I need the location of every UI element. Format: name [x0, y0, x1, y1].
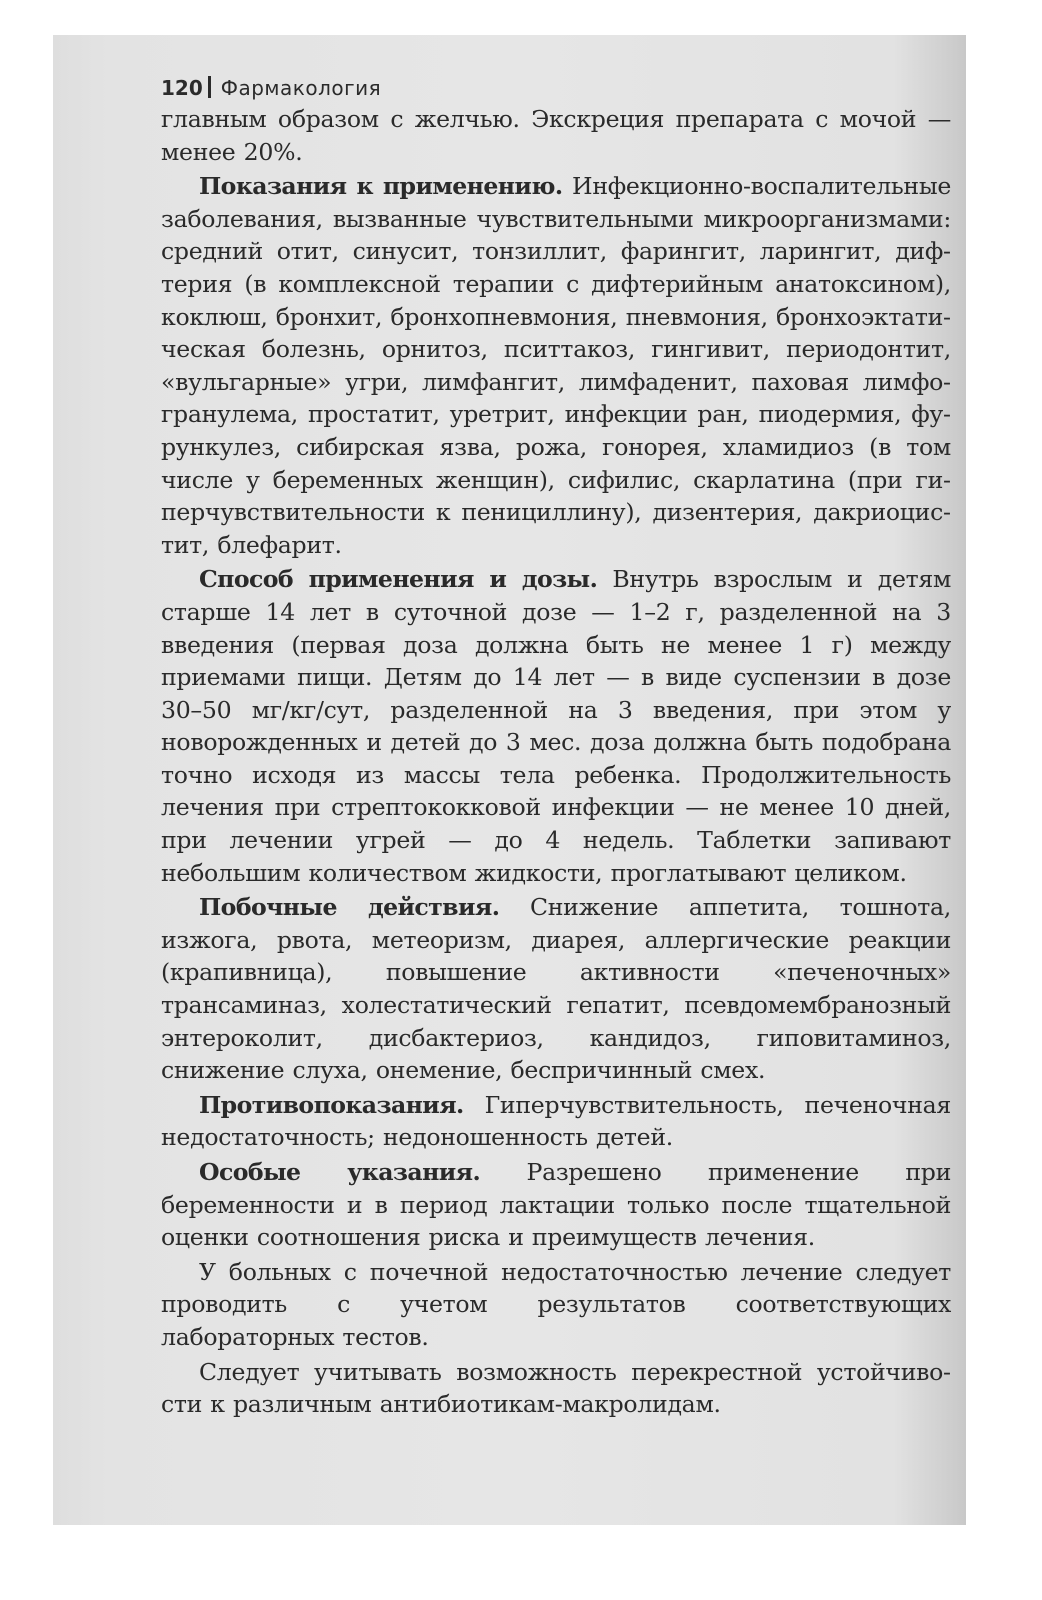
paragraph-side-effects — [161, 891, 951, 1087]
paragraph-text: Внутрь взрослым и детям старше 14 лет в суточной дозе — 1–2 г, разделенной на 3 введения (первая доза должна быть не менее 1 г) между приемами пищи. Детям до 14 лет — в виде суспензии в дозе 30–50 мг/кг/сут, разделенной на 3 введения, при этом у новорожденных и детей до 3 мес. доза должна быть подобрана точно исходя из массы тела ребенка. Продолжительность лечения при стрептококковой инфекции — не менее 10 дней, при лечении угрей — до 4 недель. Таблетки запивают небольшим количеством жидкости, проглатывают целиком. — [161, 565, 952, 887]
page-content — [161, 73, 951, 1421]
section-term: Показания к применению. — [199, 172, 563, 201]
paragraph-contraindications — [161, 1089, 951, 1154]
body-text — [161, 103, 951, 1421]
paragraph-cross-resistance — [161, 1356, 951, 1421]
paragraph-special-instructions — [161, 1156, 951, 1254]
paragraph-renal — [161, 1256, 951, 1354]
section-term: Особые указания. — [199, 1158, 481, 1186]
section-term: Способ применения и дозы. — [199, 565, 598, 594]
running-header — [161, 73, 951, 103]
paragraph-text: Снижение аппетита, тошнота, изжога, рвота, метеоризм, диарея, аллергические реакции (крапивница), повышение активности «печеночных» трансаминаз, холестатический гепатит, псевдомембранозный энтероколит, дисбактериоз, кандидоз, гиповитаминоз, снижение слуха, онемение, беспричинный смех. — [161, 893, 951, 1085]
section-term: Противопоказания. — [199, 1090, 464, 1119]
paragraph-text: Гиперчувствительность, печеночная недостаточность; недоношенность детей. — [161, 1090, 951, 1152]
scanned-page — [53, 35, 966, 1525]
header-separator — [208, 76, 211, 98]
paragraph-text: Инфекционно-воспалительные заболевания, вызванные чувствительными микроорганизмами: средний отит, синусит, тонзиллит, фарингит, ларингит, дифтерия (в комплексной терапии с дифтерийным анатоксином), коклюш, бронхит, бронхопневмония, пневмония, бронхоэктатическая болезнь, орнитоз, пситтакоз, гингивит, периодонтит, «вульгарные» угри, лимфангит, лимфаденит, паховая лимфогранулема, простатит, уретрит, инфекции ран, пиодермия, фурункулез, сибирская язва, рожа, гонорея, хламидиоз (в том числе у беременных женщин), сифилис, скарлатина (при гиперчувствительности к пенициллину), дизентерия, дакриоцистит, блефарит. — [161, 172, 951, 559]
paragraph-text: У больных с почечной недостаточностью лечение следует проводить с учетом результатов соответствующих лабораторных тестов. — [161, 1257, 951, 1351]
paragraph-text: Следует учитывать возможность перекрестной устойчивости к различным антибиотикам-макролидам. — [161, 1357, 951, 1419]
paragraph-continuation — [161, 103, 951, 168]
paragraph-indications — [161, 170, 951, 561]
page-number: 120 — [161, 76, 203, 100]
paragraph-dosage — [161, 563, 951, 889]
section-term: Побочные действия. — [199, 893, 500, 922]
chapter-title: Фармакология — [220, 76, 382, 100]
paragraph-text: главным образом с желчью. Экскреция препарата с мочой — менее 20%. — [161, 105, 951, 166]
paragraph-text: Разрешено применение при беременности и в период лактации только после тщательной оценки соотношения риска и преимуществ лечения. — [161, 1158, 952, 1252]
